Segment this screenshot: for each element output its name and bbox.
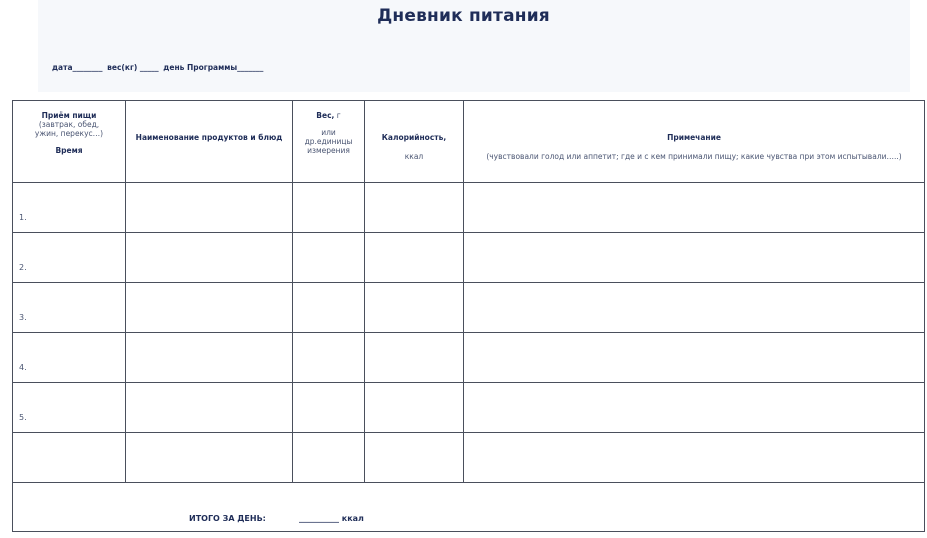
weight-cell[interactable] xyxy=(293,433,365,483)
calories-cell[interactable] xyxy=(365,333,464,383)
table-row xyxy=(13,433,925,483)
total-kcal-field[interactable]: __________ ккал xyxy=(299,514,364,523)
row-number: 3. xyxy=(19,313,27,322)
total-row xyxy=(13,483,925,532)
row-number: 5. xyxy=(19,413,27,422)
header-products-title: Наименование продуктов и блюд xyxy=(135,133,283,142)
table-row xyxy=(13,183,925,233)
meal-cell[interactable] xyxy=(13,283,126,333)
products-cell[interactable] xyxy=(126,183,293,233)
weight-cell[interactable] xyxy=(293,383,365,433)
products-cell[interactable] xyxy=(126,383,293,433)
header-calories-unit: ккал xyxy=(404,152,424,161)
header-calories-title: Калорийность, xyxy=(381,133,447,142)
header-meal-title: Приём пищи xyxy=(41,111,97,120)
row-number: 1. xyxy=(19,213,27,222)
header-weight-title: Вес, xyxy=(316,111,335,120)
total-cell xyxy=(13,483,925,532)
notes-cell[interactable] xyxy=(464,233,925,283)
table-row xyxy=(13,233,925,283)
header-meal-subtitle: (завтрак, обед, ужин, перекус…) xyxy=(34,120,104,138)
weight-cell[interactable] xyxy=(293,183,365,233)
meta-line xyxy=(52,63,265,72)
header-weight-unit: г xyxy=(336,111,341,120)
products-cell[interactable] xyxy=(126,233,293,283)
program-day-field[interactable]: день Программы_______ xyxy=(163,63,264,72)
header-time: Время xyxy=(55,146,83,155)
date-field[interactable]: дата________ xyxy=(52,63,103,72)
calories-cell[interactable] xyxy=(365,233,464,283)
notes-cell[interactable] xyxy=(464,383,925,433)
row-number: 4. xyxy=(19,363,27,372)
header-meal xyxy=(13,101,126,183)
food-diary-table xyxy=(12,100,925,532)
header-weight-or: или xyxy=(321,128,336,137)
meal-cell[interactable] xyxy=(13,433,126,483)
meal-cell[interactable] xyxy=(13,233,126,283)
table-row xyxy=(13,383,925,433)
calories-cell[interactable] xyxy=(365,383,464,433)
weight-cell[interactable] xyxy=(293,283,365,333)
weight-field[interactable]: вес(кг) _____ xyxy=(107,63,159,72)
header-calories xyxy=(365,101,464,183)
weight-cell[interactable] xyxy=(293,233,365,283)
row-number xyxy=(13,433,125,463)
row-number: 2. xyxy=(19,263,27,272)
header-weight xyxy=(293,101,365,183)
page-title: Дневник питания xyxy=(377,6,550,26)
table-row xyxy=(13,283,925,333)
header-notes-title: Примечание xyxy=(667,133,721,142)
notes-cell[interactable] xyxy=(464,433,925,483)
calories-cell[interactable] xyxy=(365,183,464,233)
notes-cell[interactable] xyxy=(464,183,925,233)
meal-cell[interactable] xyxy=(13,183,126,233)
meal-cell[interactable] xyxy=(13,333,126,383)
weight-cell[interactable] xyxy=(293,333,365,383)
header-row xyxy=(13,101,925,183)
header-notes-subtitle: (чувствовали голод или аппетит; где и с кем принимали пищу; какие чувства при этом испытывали…..) xyxy=(486,152,902,161)
total-label: ИТОГО ЗА ДЕНЬ: xyxy=(189,514,266,523)
header-notes xyxy=(464,101,925,183)
header-weight-alt: др.единицы измерения xyxy=(304,137,353,155)
calories-cell[interactable] xyxy=(365,283,464,333)
notes-cell[interactable] xyxy=(464,333,925,383)
header-products xyxy=(126,101,293,183)
products-cell[interactable] xyxy=(126,433,293,483)
products-cell[interactable] xyxy=(126,283,293,333)
notes-cell[interactable] xyxy=(464,283,925,333)
calories-cell[interactable] xyxy=(365,433,464,483)
table-row xyxy=(13,333,925,383)
products-cell[interactable] xyxy=(126,333,293,383)
meal-cell[interactable] xyxy=(13,383,126,433)
